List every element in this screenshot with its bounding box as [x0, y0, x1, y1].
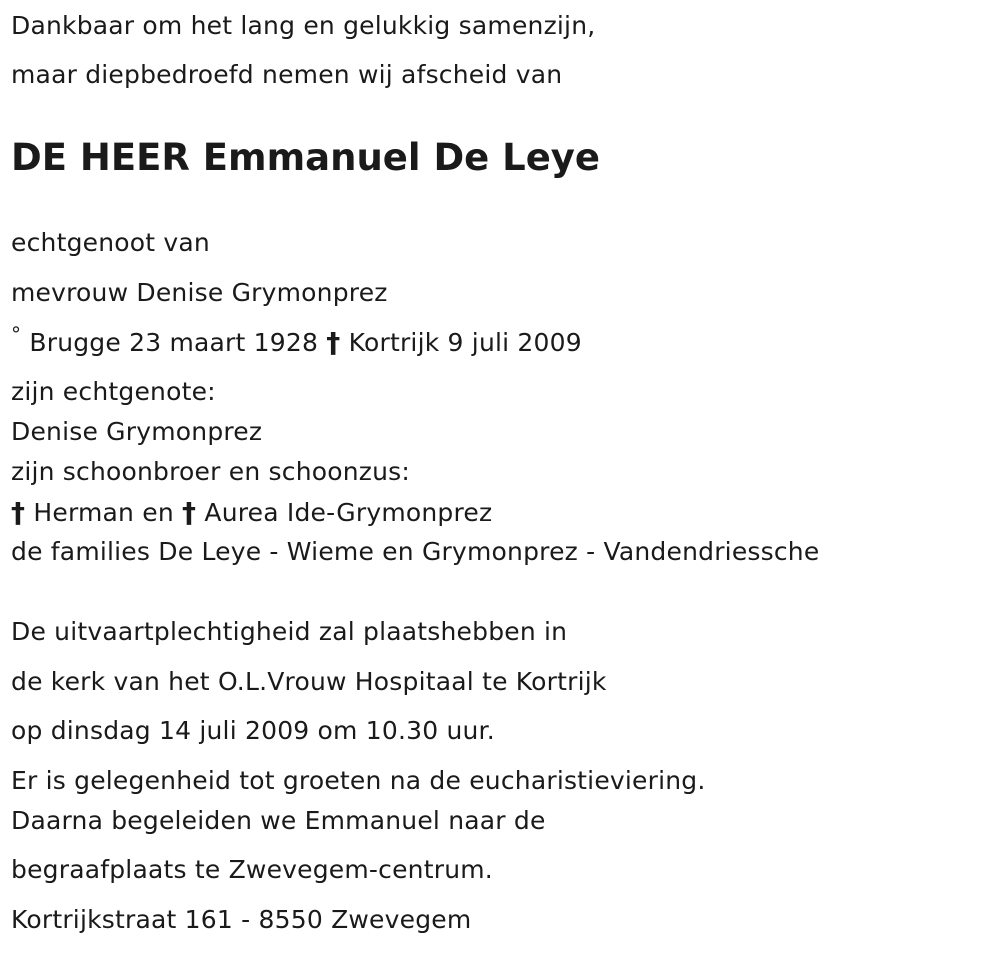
funeral-line-5: Daarna begeleiden we Emmanuel naar de: [11, 806, 546, 835]
funeral-line-6: begraafplaats te Zwevegem-centrum.: [11, 855, 493, 884]
birth-death-line: [11, 322, 582, 359]
cross-icon: †: [11, 496, 26, 529]
intro-line-2: maar diepbedroefd nemen wij afscheid van: [11, 60, 563, 89]
cross-icon: †: [182, 496, 197, 529]
inlaw-1: Herman en: [33, 498, 174, 527]
inlaws-label: zijn schoonbroer en schoonzus:: [11, 457, 410, 486]
spouse-name: mevrouw Denise Grymonprez: [11, 278, 388, 307]
deceased-name: DE HEER Emmanuel De Leye: [11, 136, 601, 179]
address-line: Kortrijkstraat 161 - 8550 Zwevegem: [11, 905, 472, 934]
spouse-mourner-name: Denise Grymonprez: [11, 417, 263, 446]
spouse-relation: echtgenoot van: [11, 228, 210, 257]
death-cross-icon: †: [326, 326, 341, 359]
funeral-line-2: de kerk van het O.L.Vrouw Hospitaal te Kortrijk: [11, 667, 607, 696]
funeral-line-1: De uitvaartplechtigheid zal plaatshebben in: [11, 617, 568, 646]
families-line: de families De Leye - Wieme en Grymonprez - Vandendriessche: [11, 537, 820, 566]
funeral-line-4: Er is gelegenheid tot groeten na de eucharistieviering.: [11, 766, 706, 795]
spouse-label: zijn echtgenote:: [11, 377, 216, 406]
birth-symbol: °: [11, 322, 22, 347]
funeral-line-3: op dinsdag 14 juli 2009 om 10.30 uur.: [11, 716, 495, 745]
inlaws-line: [11, 497, 492, 528]
intro-line-1: Dankbaar om het lang en gelukkig samenzijn,: [11, 11, 596, 40]
birth-info: Brugge 23 maart 1928: [29, 328, 319, 357]
inlaw-2: Aurea Ide-Grymonprez: [204, 498, 493, 527]
death-info: Kortrijk 9 juli 2009: [348, 328, 582, 357]
